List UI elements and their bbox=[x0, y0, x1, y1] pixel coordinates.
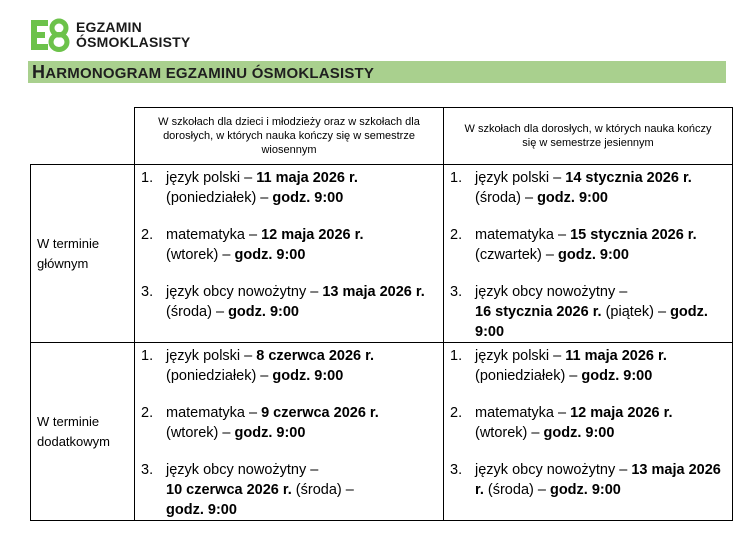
cell-additional-autumn bbox=[444, 343, 733, 521]
list-item: 2. matematyka – 12 maja 2026 r. (wtorek) – godz. 9:00 bbox=[141, 227, 364, 263]
e8-logo-mark bbox=[30, 18, 70, 52]
list-item: 3. język obcy nowożytny – 16 stycznia 2026 r. (piątek) – godz. 9:00 bbox=[450, 284, 708, 340]
list-item: 1. język polski – 8 czerwca 2026 r. (poniedziałek) – godz. 9:00 bbox=[141, 348, 374, 384]
title-bar bbox=[28, 61, 726, 83]
logo-line-2: ÓSMOKLASISTY bbox=[76, 34, 191, 50]
logo-text bbox=[76, 20, 190, 50]
list-item: 2. matematyka – 15 stycznia 2026 r. (czwartek) – godz. 9:00 bbox=[450, 227, 697, 263]
list-item: 3. język obcy nowożytny – 10 czerwca 2026 r. (środa) – godz. 9:00 bbox=[141, 462, 354, 518]
list-item: 1. język polski – 14 stycznia 2026 r. (środa) – godz. 9:00 bbox=[450, 170, 692, 206]
col-header-spring: W szkołach dla dzieci i młodzieży oraz w szkołach dla dorosłych, w których nauka kończy się w semestrze wiosennym bbox=[135, 108, 444, 165]
list-item: 3. język obcy nowożytny – 13 maja 2026 r. (środa) – godz. 9:00 bbox=[141, 284, 425, 320]
col-header-autumn: W szkołach dla dorosłych, w których nauka kończy się w semestrze jesiennym bbox=[444, 108, 733, 165]
list-item: 1. język polski – 11 maja 2026 r. (poniedziałek) – godz. 9:00 bbox=[141, 170, 358, 206]
list-item: 3. język obcy nowożytny – 13 maja 2026 r. (środa) – godz. 9:00 bbox=[450, 462, 721, 498]
header-row bbox=[31, 108, 733, 165]
row-label-additional: W terminie dodatkowym bbox=[31, 343, 135, 521]
e8-logo bbox=[30, 18, 190, 52]
page-title: HARMONOGRAM EGZAMINU ÓSMOKLASISTY bbox=[32, 61, 375, 82]
schedule-table bbox=[30, 107, 733, 521]
list-item: 2. matematyka – 12 maja 2026 r. (wtorek) – godz. 9:00 bbox=[450, 405, 673, 441]
list-item: 2. matematyka – 9 czerwca 2026 r. (wtorek) – godz. 9:00 bbox=[141, 405, 379, 441]
corner-cell bbox=[31, 108, 135, 165]
cell-main-spring bbox=[135, 165, 444, 343]
cell-additional-spring bbox=[135, 343, 444, 521]
table-row bbox=[31, 343, 733, 521]
cell-main-autumn bbox=[444, 165, 733, 343]
list-item: 1. język polski – 11 maja 2026 r. (poniedziałek) – godz. 9:00 bbox=[450, 348, 667, 384]
table-row bbox=[31, 165, 733, 343]
row-label-main: W terminie głównym bbox=[31, 165, 135, 343]
logo-line-1: EGZAMIN bbox=[76, 19, 142, 35]
